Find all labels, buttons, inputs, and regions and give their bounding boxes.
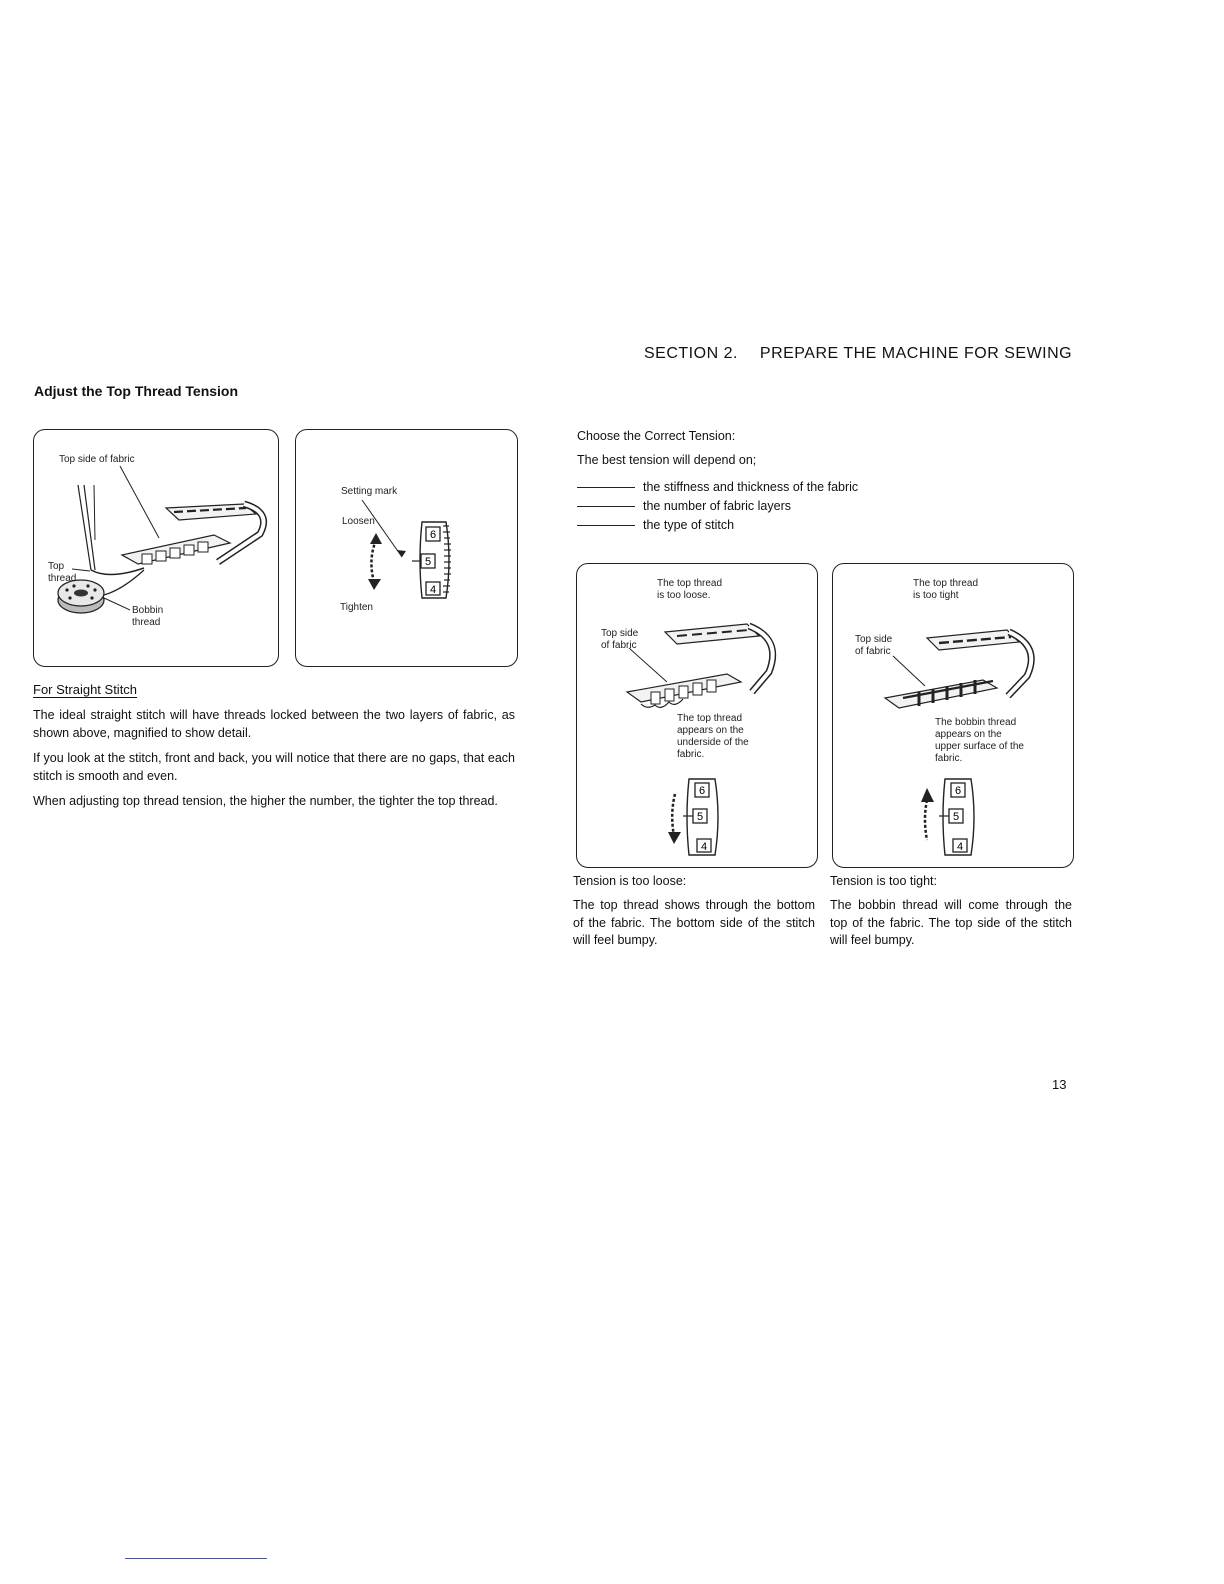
- loose-heading: The top thread is too loose.: [657, 578, 723, 601]
- tension-dial-panel: [295, 429, 518, 667]
- setting-mark-label: Setting mark: [341, 486, 398, 497]
- loose-top-side-label: Top side of fabric: [601, 628, 639, 651]
- straight-stitch-heading: For Straight Stitch: [33, 682, 138, 697]
- tension-factor-list: [577, 478, 858, 535]
- top-side-label: Top side of fabric: [59, 454, 135, 465]
- paragraph: When adjusting top thread tension, the higher the number, the tighter the top thread.: [33, 794, 498, 808]
- loosen-label: Loosen: [342, 516, 375, 527]
- section-number: SECTION 2.: [644, 345, 738, 362]
- dial-number: 5: [952, 811, 960, 823]
- loose-tension-panel: [576, 563, 818, 868]
- list-item: the stiffness and thickness of the fabric: [577, 478, 858, 497]
- loose-description: The top thread shows through the bottom of the fabric. The bottom side of the stitch will feel bumpy.: [573, 898, 815, 947]
- dial-number: 6: [698, 785, 706, 797]
- list-item: the number of fabric layers: [577, 497, 858, 516]
- dial-number: 6: [429, 529, 437, 541]
- paragraph: The ideal straight stitch will have threads locked between the two layers of fabric, as shown above, magnified to show detail.: [33, 708, 515, 740]
- section-title: PREPARE THE MACHINE FOR SEWING: [759, 345, 1073, 362]
- dash-icon: [577, 506, 635, 507]
- section-header: [644, 345, 1072, 363]
- dial-number: 4: [700, 841, 708, 853]
- page-number: 13: [1052, 1077, 1067, 1092]
- stitch-figure-panel: [33, 429, 279, 667]
- dial-number: 4: [429, 584, 437, 596]
- loose-caption: Tension is too loose:: [573, 874, 687, 888]
- tight-description: The bobbin thread will come through the top of the fabric. The top side of the stitch will feel bumpy.: [830, 898, 1072, 947]
- dial-number: 5: [696, 811, 704, 823]
- dial-number: 6: [954, 785, 962, 797]
- tight-caption: Tension is too tight:: [830, 874, 938, 888]
- straight-stitch-text: [33, 707, 515, 811]
- page-title: Adjust the Top Thread Tension: [34, 383, 239, 399]
- tight-top-side-label: Top side of fabric: [855, 634, 893, 657]
- tight-stitch-illustration: [833, 564, 1073, 867]
- dial-number: 5: [424, 556, 432, 568]
- paragraph: If you look at the stitch, front and back, you will notice that there are no gaps, that each stitch is smooth and even.: [33, 751, 515, 783]
- loose-note: The top thread appears on the underside of the fabric.: [677, 713, 749, 760]
- tension-dial-illustration: [296, 430, 517, 666]
- dash-icon: [577, 525, 635, 526]
- list-item: the type of stitch: [577, 516, 858, 535]
- tight-tension-panel: [832, 563, 1074, 868]
- tight-note: The bobbin thread appears on the upper surface of the fabric.: [935, 717, 1024, 764]
- choose-tension-title: Choose the Correct Tension:: [577, 429, 736, 443]
- top-thread-label: Top thread: [48, 561, 77, 584]
- tighten-label: Tighten: [340, 602, 373, 613]
- choose-tension-intro: The best tension will depend on;: [577, 453, 757, 467]
- bobbin-thread-label: Bobbin thread: [132, 605, 164, 628]
- dash-icon: [577, 487, 635, 488]
- dial-number: 4: [956, 841, 964, 853]
- footer-rule: [125, 1558, 267, 1559]
- tight-heading: The top thread is too tight: [913, 578, 979, 601]
